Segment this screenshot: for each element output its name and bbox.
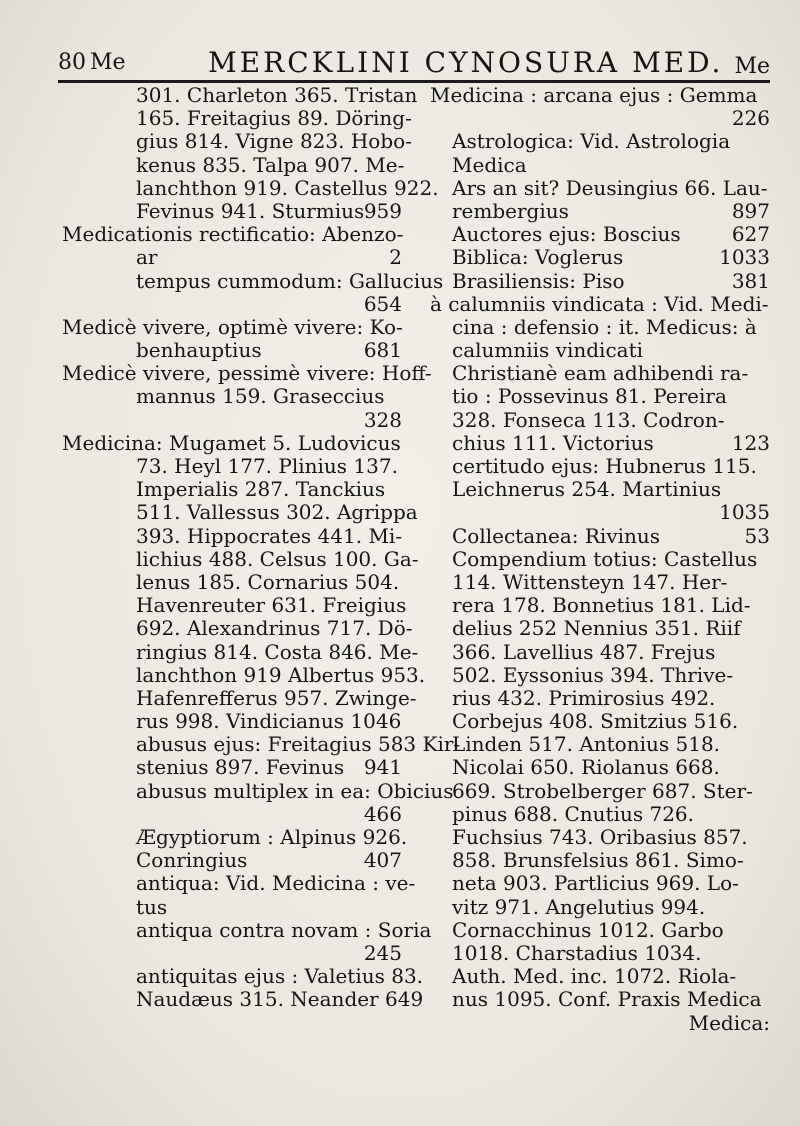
- entry-text: 73. Heyl 177. Plinius 137.: [136, 454, 398, 478]
- index-entry-line: [430, 872, 770, 895]
- index-entry-line: [430, 571, 770, 594]
- index-entry-line: [62, 710, 402, 733]
- entry-text: tio : Possevinus 81. Pereira: [452, 384, 727, 409]
- entry-text: lichius 488. Celsus 100. Ga-: [136, 546, 419, 571]
- index-entry-line: [62, 732, 461, 757]
- entry-text: abusus ejus: Freitagius 583 Kir-: [136, 732, 461, 757]
- entry-text: chius 111. Victorius: [452, 430, 654, 455]
- entry-text: 511. Vallessus 302. Agrippa: [136, 500, 418, 525]
- index-entry-line: [430, 849, 770, 872]
- entry-text: Medicationis rectificatio: Abenzo-: [62, 222, 404, 247]
- entry-text: certitudo ejus: Hubnerus 115.: [452, 454, 757, 478]
- index-entry-line: [430, 455, 770, 478]
- index-entry-line: [430, 316, 770, 339]
- entry-text: Leichnerus 254. Martinius: [452, 477, 722, 502]
- page-reference: 897: [731, 198, 770, 223]
- page-header: [58, 40, 770, 83]
- entry-text: Linden 517. Antonius 518.: [452, 732, 721, 757]
- index-entry-line: [430, 780, 770, 803]
- entry-text: Medicina: Mugamet 5. Ludovicus: [62, 430, 401, 455]
- index-entry-line: [62, 546, 419, 571]
- index-entry-line: [430, 942, 770, 965]
- entry-text: 114. Wittensteyn 147. Her-: [452, 569, 728, 594]
- entry-text: rera 178. Bonnetius 181. Lid-: [452, 593, 751, 618]
- entry-text: tus: [136, 894, 168, 919]
- index-entry-line: [62, 409, 402, 432]
- page-reference: 627: [731, 222, 770, 247]
- index-entry-line: [430, 154, 770, 177]
- index-entry-line: [430, 896, 770, 919]
- index-entry-line: [62, 778, 454, 803]
- page-reference: 681: [363, 338, 402, 363]
- entry-text: Havenreuter 631. Freigius: [136, 593, 407, 618]
- entry-text: Medica: [452, 152, 527, 177]
- page-reference: 226: [731, 106, 770, 131]
- entry-text: 328. Fonseca 113. Codron-: [452, 407, 725, 432]
- entry-text: Medicè vivere, optimè vivere: Ko-: [62, 314, 403, 339]
- index-entry-line: [430, 270, 770, 293]
- index-entry-line: [62, 200, 402, 223]
- index-entry-line: [62, 316, 402, 339]
- index-entry-line: [62, 339, 402, 362]
- entry-text: benhauptius: [136, 338, 262, 363]
- entry-text: Fuchsius 743. Oribasius 857.: [452, 825, 748, 849]
- entry-text: Naudæus 315. Neander 649: [136, 987, 424, 1012]
- index-entry-line: [430, 177, 770, 200]
- index-entry-line: [430, 617, 770, 640]
- entry-text: à calumniis vindicata : Vid. Medi-: [430, 291, 769, 316]
- entry-text: Ars an sit? Deusingius 66. Lau-: [452, 175, 768, 200]
- entry-text: Biblica: Voglerus: [452, 245, 624, 270]
- entry-text: 1018. Charstadius 1034.: [452, 940, 702, 965]
- index-entry-line: [62, 685, 417, 710]
- index-entry-line: [62, 129, 412, 154]
- entry-text: 669. Strobelberger 687. Ster-: [452, 778, 753, 803]
- index-entry-line: [430, 710, 770, 733]
- index-entry-line: [430, 293, 770, 316]
- page-reference: 2: [389, 245, 402, 270]
- left-column: [62, 83, 461, 1012]
- page-reference: 1035: [719, 500, 770, 525]
- entry-text: ringius 814. Costa 846. Me-: [136, 639, 419, 664]
- index-entry-line: [430, 362, 770, 385]
- index-entry-line: [62, 662, 426, 687]
- index-entry-line: [62, 525, 402, 548]
- index-entry-line: [430, 756, 770, 779]
- page-number: 80: [58, 50, 86, 75]
- entry-text: 692. Alexandrinus 717. Dö-: [136, 616, 413, 641]
- index-entry-line: [430, 664, 770, 687]
- index-entry-line: [62, 803, 402, 826]
- index-entry-line: [430, 501, 770, 524]
- index-entry-line: [430, 409, 770, 432]
- index-entry-line: [430, 200, 770, 223]
- entry-text: calumniis vindicati: [452, 338, 643, 363]
- running-head-right: Me: [734, 54, 770, 79]
- index-entry-line: [430, 130, 770, 153]
- entry-text: rius 432. Primirosius 492.: [452, 685, 716, 710]
- index-entry-line: [430, 478, 770, 501]
- entry-text: 393. Hippocrates 441. Mi-: [136, 523, 403, 548]
- index-entry-line: [430, 641, 770, 664]
- entry-text: antiqua contra novam : Soria: [136, 917, 432, 942]
- entry-text: Medica:: [688, 1010, 770, 1035]
- entry-text: pinus 688. Cnutius 726.: [452, 801, 695, 826]
- index-entry-line: [62, 571, 402, 594]
- index-entry-line: [430, 107, 770, 130]
- entry-text: 502. Eyssonius 394. Thrive-: [452, 662, 734, 687]
- page-reference: 466: [363, 801, 402, 826]
- index-entry-line: [430, 965, 770, 988]
- index-entry-line: [430, 223, 770, 246]
- index-entry-line: [62, 246, 402, 269]
- entry-text: Auctores ejus: Boscius: [452, 222, 681, 247]
- index-entry-line: [430, 1012, 770, 1035]
- entry-text: 301. Charleton 365. Tristan: [136, 83, 418, 107]
- entry-text: abusus multiplex in ea: Obicius: [136, 778, 454, 803]
- index-entry-line: [62, 917, 432, 942]
- page-title: MERCKLINI CYNOSURA MED.: [208, 46, 724, 79]
- entry-text: Compendium totius: Castellus: [452, 546, 758, 571]
- page-reference: 381: [731, 268, 770, 293]
- page-reference: 941: [363, 755, 402, 780]
- entry-text: Nicolai 650. Riolanus 668.: [452, 755, 720, 780]
- entry-text: Medicina : arcana ejus : Gemma: [430, 83, 758, 107]
- index-entry-line: [430, 432, 770, 455]
- entry-text: 858. Brunsfelsius 861. Simo-: [452, 848, 744, 873]
- entry-text: neta 903. Partlicius 969. Lo-: [452, 871, 739, 896]
- entry-text: nus 1095. Conf. Praxis Medica: [452, 987, 762, 1012]
- entry-text: ar: [136, 245, 158, 270]
- entry-text: 165. Freitagius 89. Döring-: [136, 106, 412, 131]
- index-entry-line: [430, 919, 770, 942]
- right-column: [430, 84, 770, 1035]
- page-reference: 245: [363, 940, 402, 965]
- index-entry-line: [62, 106, 412, 131]
- index-entry-line: [430, 385, 770, 408]
- index-entry-line: [430, 246, 770, 269]
- index-entry-line: [62, 849, 402, 872]
- entry-text: Fevinus 941. Sturmius: [136, 198, 365, 223]
- index-entry-line: [62, 152, 405, 177]
- index-entry-line: [62, 83, 418, 107]
- index-entry-line: [430, 988, 770, 1011]
- entry-text: kenus 835. Talpa 907. Me-: [136, 152, 405, 177]
- index-entry-line: [62, 987, 424, 1012]
- entry-text: gius 814. Vigne 823. Hobo-: [136, 129, 412, 154]
- index-entry-line: [430, 594, 770, 617]
- entry-text: rembergius: [452, 198, 569, 223]
- entry-text: lanchthon 919. Castellus 922.: [136, 175, 439, 200]
- index-entry-line: [430, 826, 770, 849]
- page-reference: 654: [363, 291, 402, 316]
- entry-text: Medicè vivere, pessimè vivere: Hoff-: [62, 361, 432, 386]
- entry-text: Astrologica: Vid. Astrologia: [452, 129, 731, 154]
- index-entry-line: [62, 616, 413, 641]
- entry-text: vitz 971. Angelutius 994.: [452, 894, 706, 919]
- index-entry-line: [62, 432, 402, 455]
- entry-text: lenus 185. Cornarius 504.: [136, 569, 400, 594]
- entry-text: antiqua: Vid. Medicina : ve-: [136, 871, 416, 896]
- index-entry-line: [62, 478, 402, 501]
- index-entry-line: [62, 268, 444, 293]
- page-reference: 328: [363, 407, 402, 432]
- entry-text: stenius 897. Fevinus: [136, 755, 345, 780]
- page-reference: 53: [744, 523, 770, 548]
- index-entry-line: [62, 639, 419, 664]
- index-entry-line: [430, 339, 770, 362]
- index-entry-line: [62, 500, 418, 525]
- entry-text: Collectanea: Rivinus: [452, 523, 661, 548]
- entry-text: antiquitas ejus : Valetius 83.: [136, 964, 424, 989]
- index-entry-line: [430, 548, 770, 571]
- index-entry-line: [62, 455, 402, 478]
- index-entry-line: [430, 525, 770, 548]
- index-entry-line: [62, 593, 407, 618]
- entry-text: cina : defensio : it. Medicus: à: [452, 314, 757, 339]
- entry-text: Corbejus 408. Smitzius 516.: [452, 709, 739, 734]
- index-entry-line: [62, 896, 402, 919]
- entry-text: 366. Lavellius 487. Frejus: [452, 639, 716, 664]
- entry-text: delius 252 Nennius 351. Riif: [452, 616, 741, 641]
- page-reference: 123: [731, 430, 770, 455]
- index-entry-line: [62, 825, 408, 849]
- entry-text: Ægyptiorum : Alpinus 926.: [136, 825, 408, 849]
- entry-text: Hafenrefferus 957. Zwinge-: [136, 685, 417, 710]
- index-entry-line: [62, 385, 402, 408]
- entry-text: tempus cummodum: Gallucius: [136, 268, 444, 293]
- entry-text: Christianè eam adhibendi ra-: [452, 361, 749, 386]
- entry-text: Conringius: [136, 848, 248, 873]
- entry-text: Auth. Med. inc. 1072. Riola-: [452, 964, 737, 989]
- index-entry-line: [62, 293, 402, 316]
- index-entry-line: [62, 223, 402, 246]
- index-entry-line: [430, 84, 770, 107]
- entry-text: Imperialis 287. Tanckius: [136, 477, 386, 502]
- index-entry-line: [62, 756, 402, 779]
- index-entry-line: [430, 803, 770, 826]
- index-entry-line: [62, 361, 432, 386]
- running-head-left: Me: [90, 50, 126, 75]
- index-entry-line: [62, 942, 402, 965]
- page-reference: 959: [363, 198, 402, 223]
- index-entry-line: [430, 687, 770, 710]
- index-entry-line: [62, 964, 424, 989]
- page-reference: 1033: [719, 245, 770, 270]
- entry-text: lanchthon 919 Albertus 953.: [136, 662, 426, 687]
- index-entry-line: [430, 733, 770, 756]
- entry-text: rus 998. Vindicianus 1046: [136, 709, 402, 734]
- entry-text: Cornacchinus 1012. Garbo: [452, 917, 724, 942]
- index-entry-line: [62, 175, 439, 200]
- page-reference: 407: [363, 848, 402, 873]
- entry-text: Brasiliensis: Piso: [452, 268, 625, 293]
- entry-text: mannus 159. Graseccius: [136, 384, 385, 409]
- index-entry-line: [62, 871, 416, 896]
